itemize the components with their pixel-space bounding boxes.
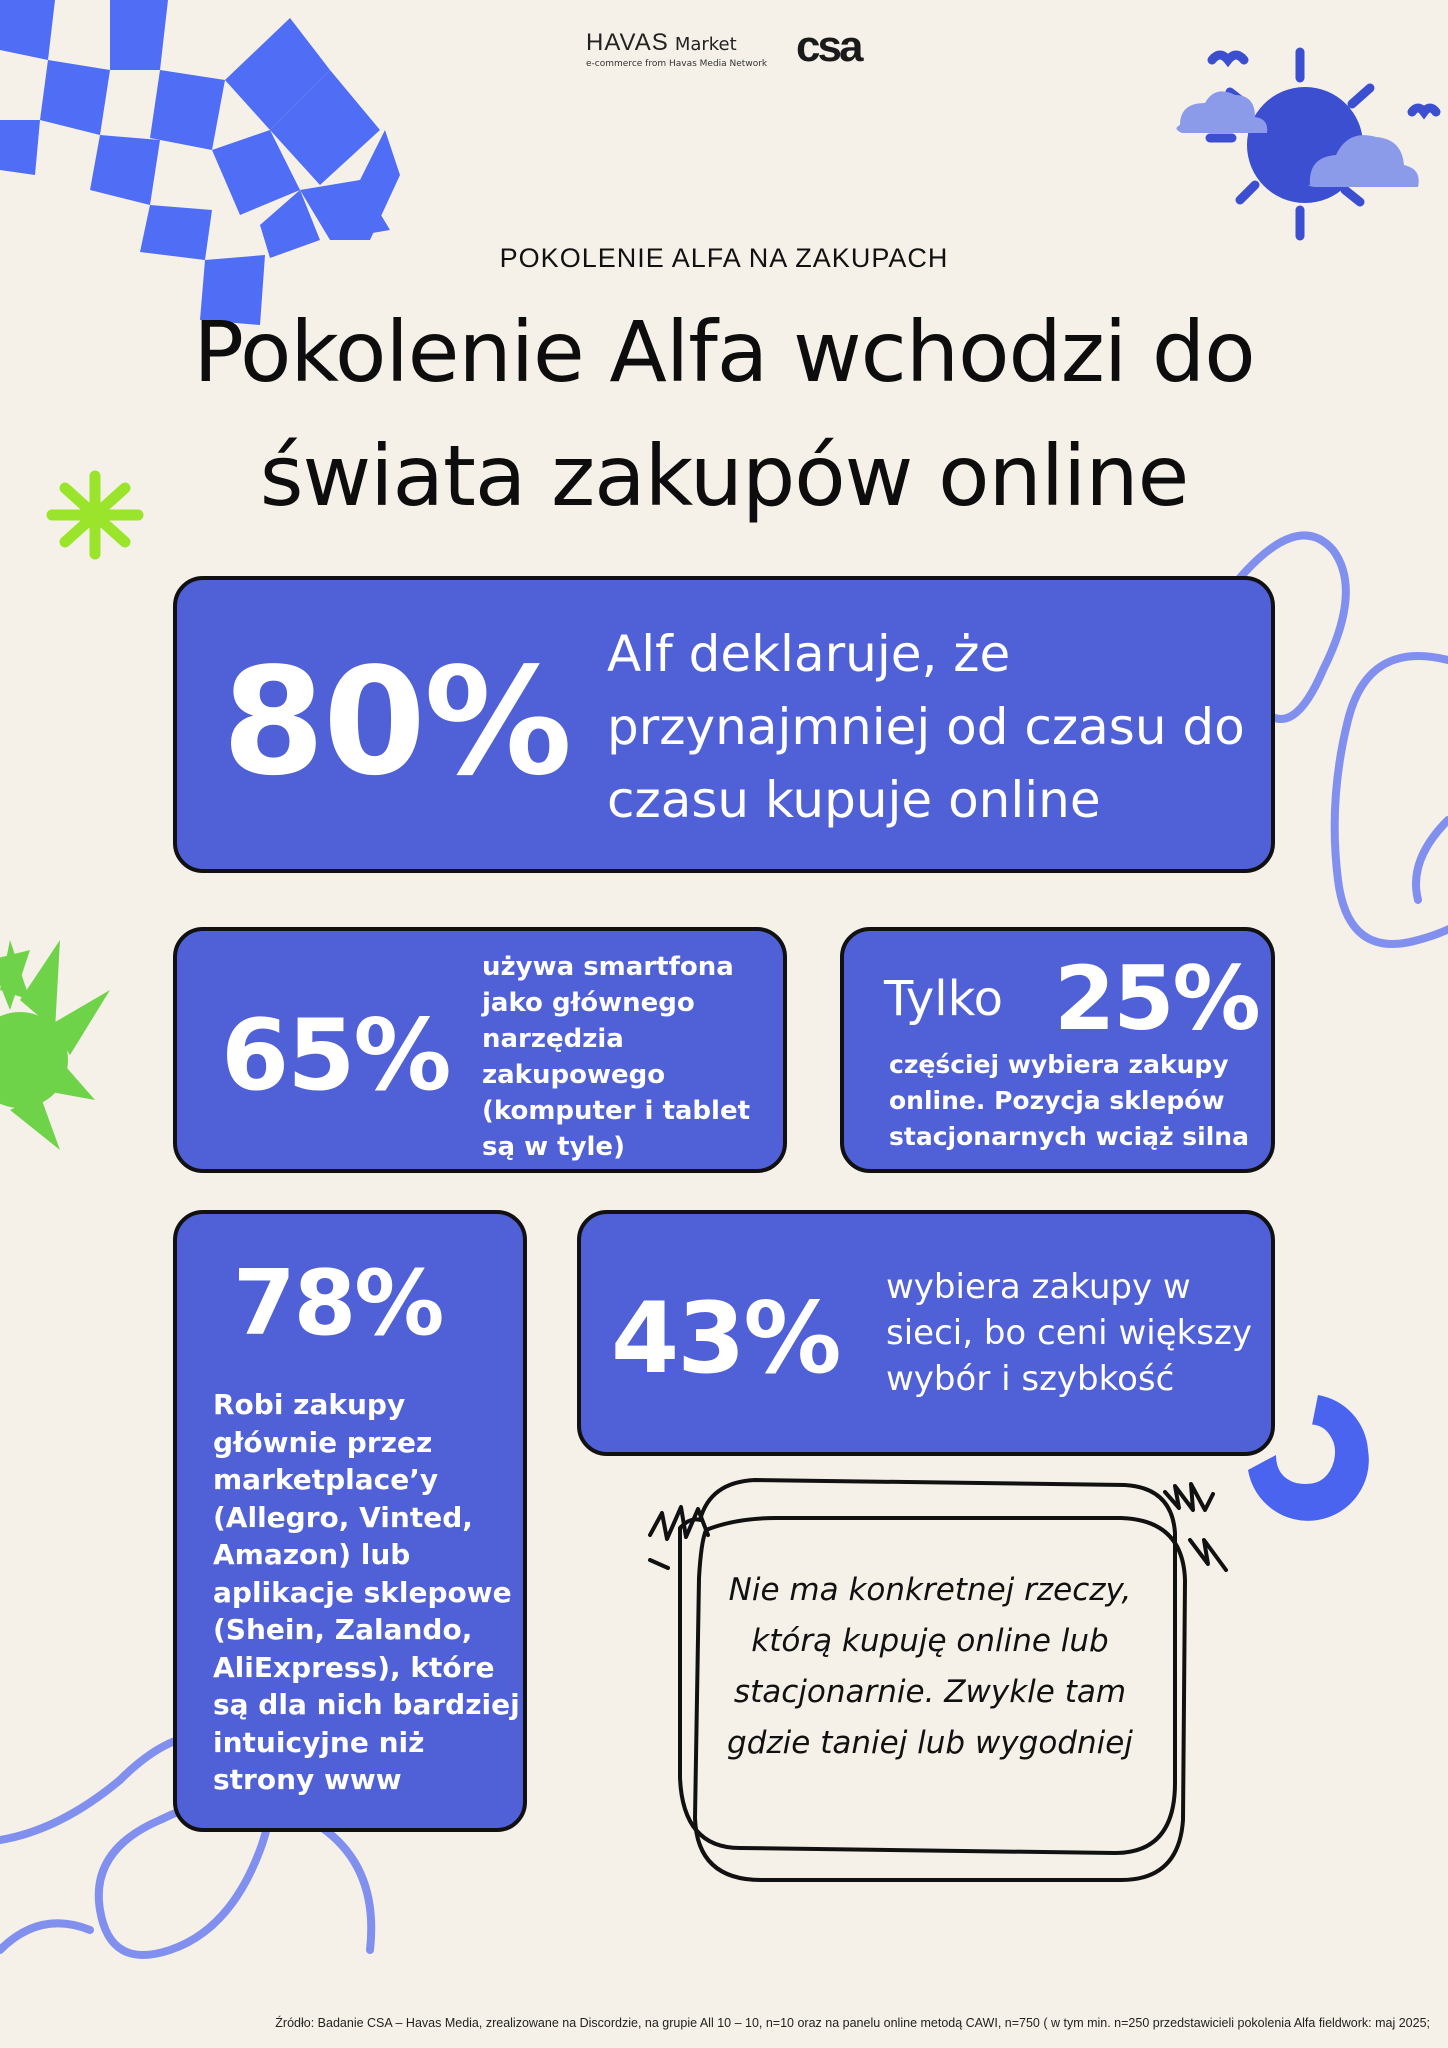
stat-value: 43% [611,1282,840,1396]
stat-description: wybiera zakupy w sieci, bo ceni większy wybór i szybkość [886,1267,1252,1399]
stat-description: częściej wybiera zakupy online. Pozycja sklepów stacjonarnych wciąż silna [889,1050,1249,1151]
csa-logo: csa [796,22,861,71]
stat-value: 25% [1054,947,1259,1050]
page-title [0,290,1448,538]
stat-card-65 [173,927,787,1173]
stat-lead: Tylko [884,971,1004,1027]
stat-card-43 [577,1210,1275,1456]
stat-description: Alf deklaruje, że przynajmniej od czasu do czasu kupuje online [607,625,1245,829]
kicker-heading: POKOLENIE ALFA NA ZAKUPACH [499,243,949,273]
stat-description: używa smartfona jako głównego narzędzia zakupowego (komputer i tablet są w tyle) [482,952,751,1162]
green-burst-icon [0,940,110,1160]
stat-value: 78% [233,1251,443,1356]
quote-text: Nie ma konkretnej rzeczy, którą kupuję online lub stacjonarnie. Zwykle tam gdzie taniej lub wygodniej [727,1572,1133,1761]
source-footnote: Źródło: Badanie CSA – Havas Media, zrealizowane na Discordzie, na grupie All 10 – 10, n=10 oraz na panelu online metodą CAWI, n=750 ( w tym min. n=250 przedstawicieli pokolenia Alfa fieldwork: maj 2025; [275,2016,1430,2030]
havas-subtitle: e-commerce from Havas Media Network [586,59,768,69]
title-line-1: Pokolenie Alfa wchodzi do [193,303,1255,401]
checkerboard-decoration [0,0,400,325]
stat-card-25 [840,927,1275,1173]
havas-market-logo [586,30,796,76]
title-line-2: świata zakupów online [259,427,1189,525]
stat-card-78 [173,1210,527,1832]
stat-value: 80% [222,636,571,808]
stat-value: 65% [221,999,450,1113]
sun-cloud-icon [1176,52,1436,236]
stat-card-80 [173,576,1275,873]
stat-description: Robi zakupy głównie przez marketplace’y (Allegro, Vinted, Amazon) lub aplikacje sklepowe (Shein, Zalando, AliExpress), które są dla nich bardziej intuicyjne niż strony www [213,1388,520,1796]
havas-wordmark: HAVAS [586,29,669,56]
havas-market-label: Market [674,34,737,55]
